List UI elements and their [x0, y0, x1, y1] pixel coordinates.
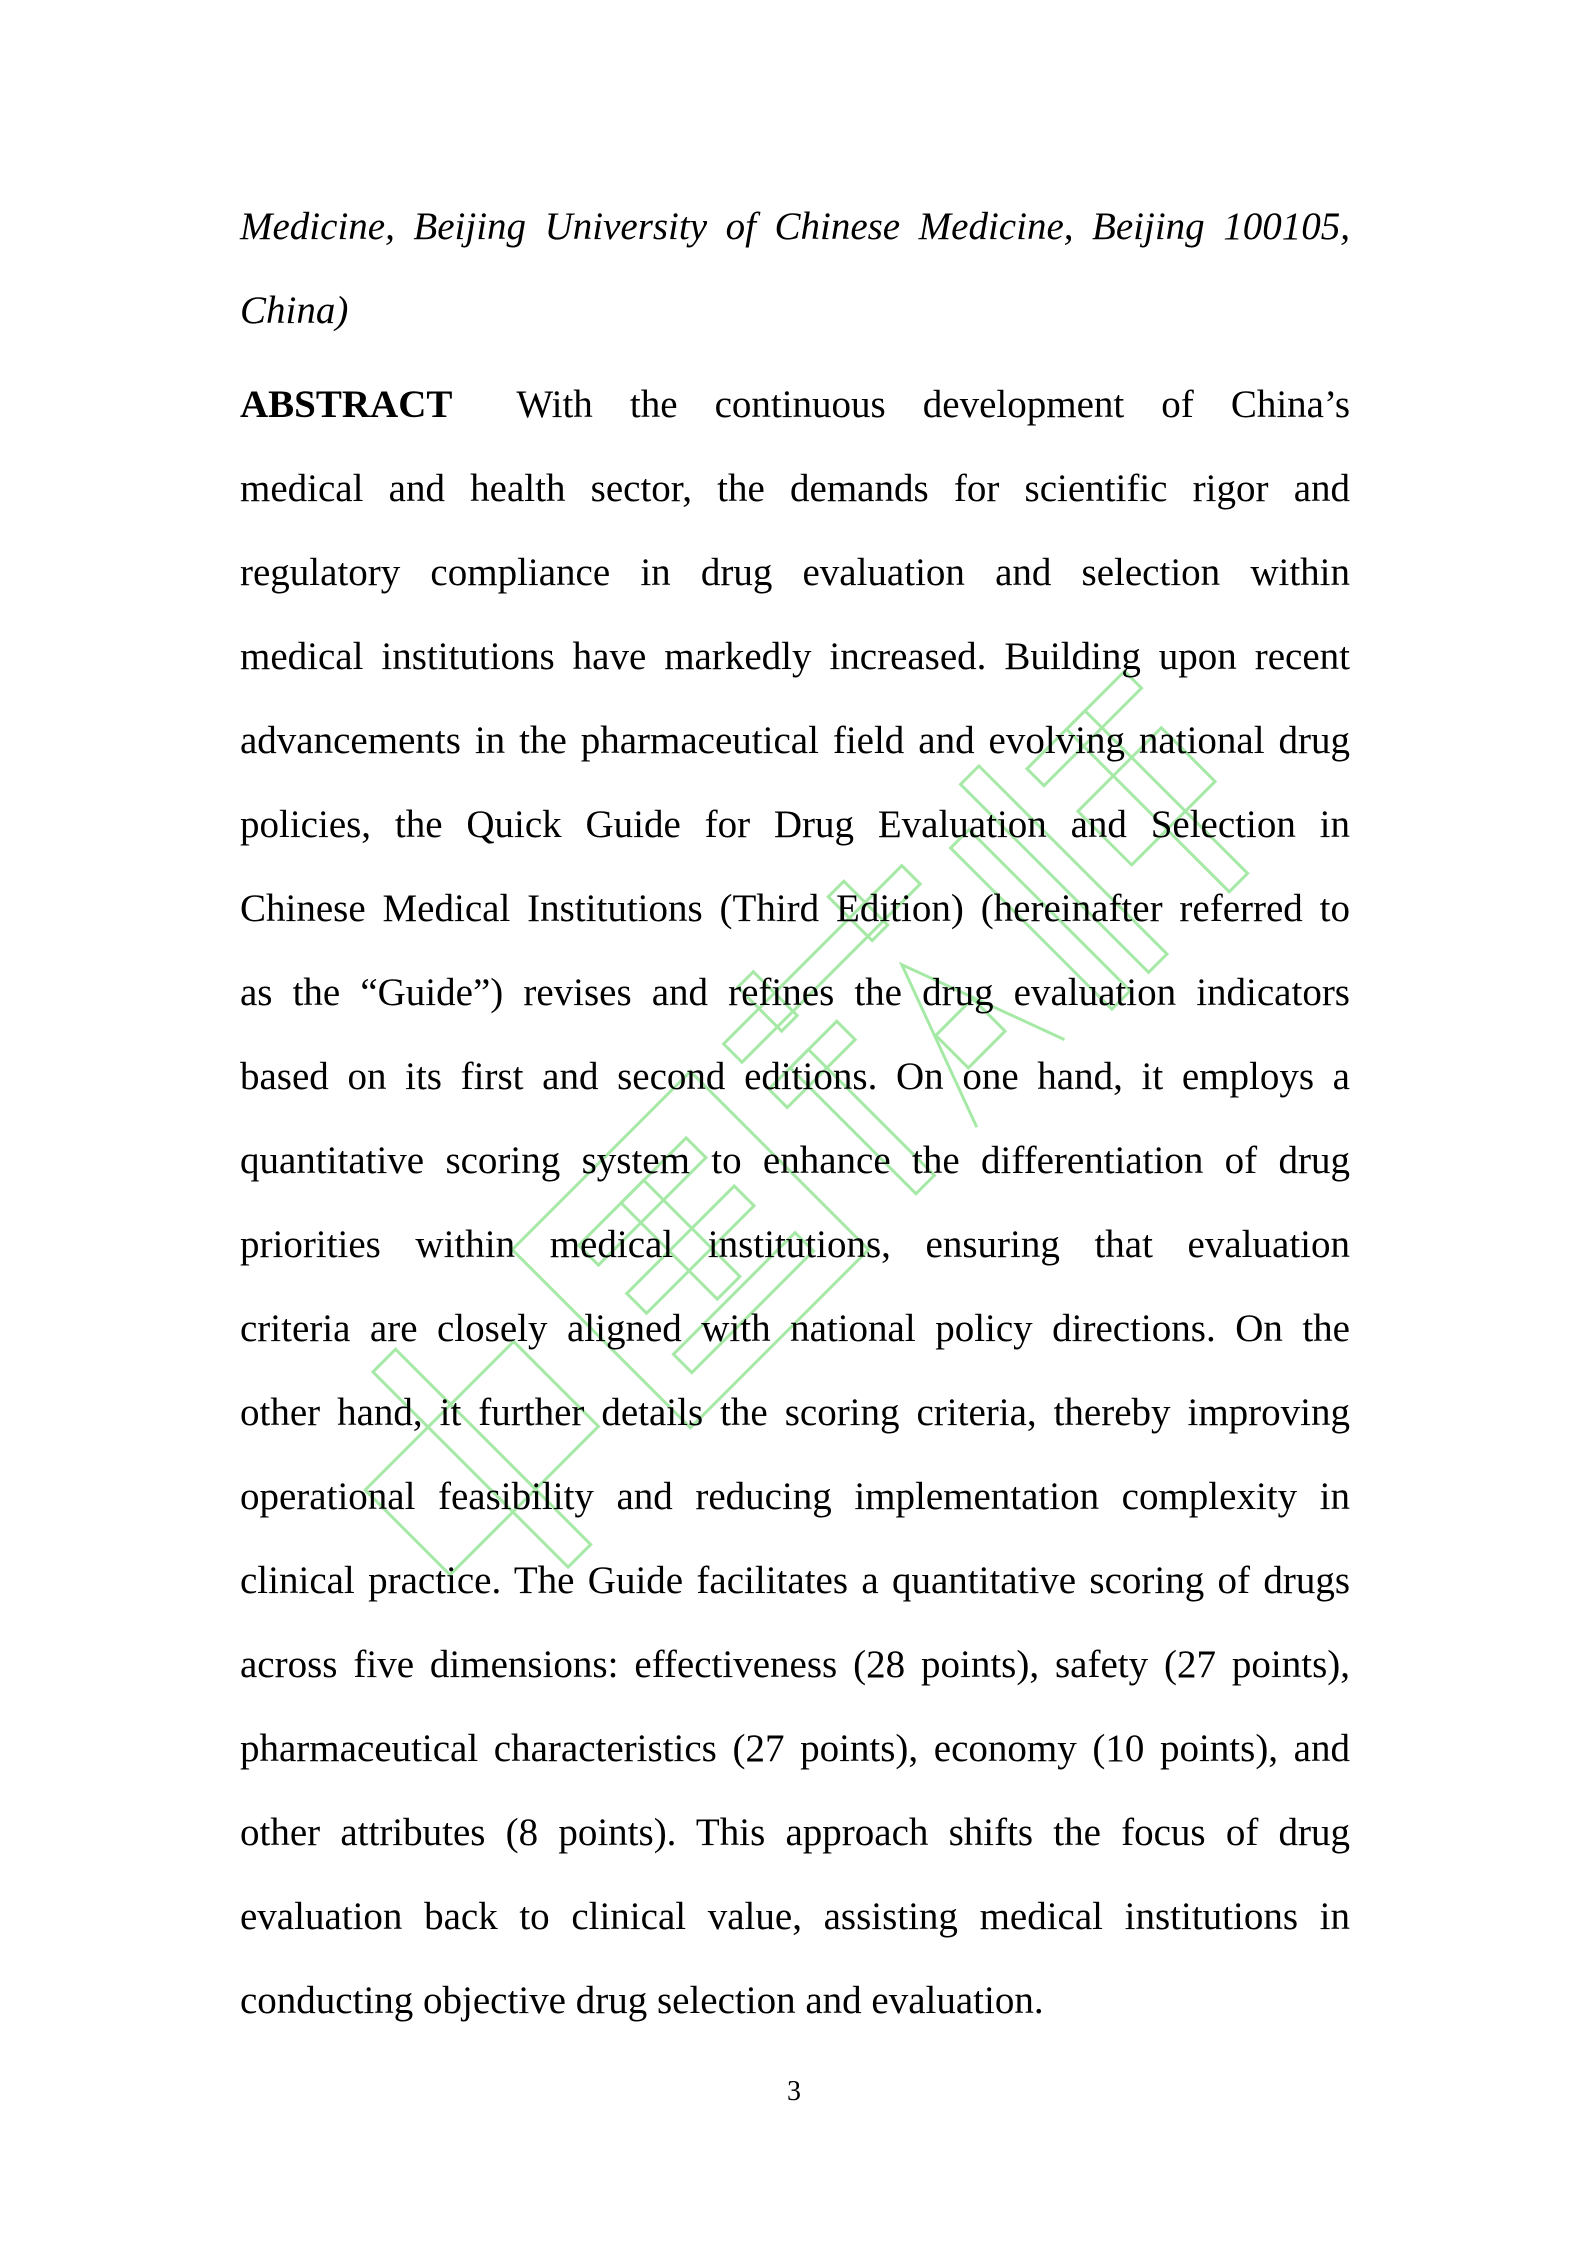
page-number: 3: [787, 2076, 801, 2107]
abstract-line: evaluation back to clinical value, assisting medical institutions in: [240, 1895, 1350, 1938]
abstract-line: operational feasibility and reducing implementation complexity in: [240, 1475, 1350, 1518]
abstract-paragraph: [240, 363, 1350, 2043]
abstract-line: based on its first and second editions. On one hand, it employs a: [240, 1055, 1350, 1098]
abstract-line: policies, the Quick Guide for Drug Evaluation and Selection in: [240, 803, 1350, 846]
heading-gap: [452, 416, 516, 417]
abstract-line: advancements in the pharmaceutical field and evolving national drug: [240, 719, 1350, 762]
abstract-line: medical institutions have markedly increased. Building upon recent: [240, 635, 1350, 678]
abstract-line: medical and health sector, the demands for scientific rigor and: [240, 467, 1350, 510]
abstract-first-line-text: With the continuous development of China’s: [516, 383, 1350, 426]
abstract-line: conducting objective drug selection and evaluation.: [240, 1979, 1044, 2022]
abstract-line: as the “Guide”) revises and refines the drug evaluation indicators: [240, 971, 1350, 1014]
abstract-line: quantitative scoring system to enhance the differentiation of drug: [240, 1139, 1350, 1182]
abstract-line: other hand, it further details the scoring criteria, thereby improving: [240, 1391, 1350, 1434]
abstract-heading: ABSTRACT: [240, 383, 453, 426]
abstract-first-line: [240, 363, 1350, 447]
abstract-line: pharmaceutical characteristics (27 points), economy (10 points), and: [240, 1727, 1350, 1770]
abstract-line: other attributes (8 points). This approach shifts the focus of drug: [240, 1811, 1350, 1854]
abstract-line: priorities within medical institutions, ensuring that evaluation: [240, 1223, 1350, 1266]
affiliation-paragraph: [240, 185, 1350, 353]
abstract-line: Chinese Medical Institutions (Third Edition) (hereinafter referred to: [240, 887, 1350, 930]
affiliation-line: China): [240, 289, 349, 332]
abstract-line: regulatory compliance in drug evaluation and selection within: [240, 551, 1350, 594]
page-body: [240, 185, 1350, 2043]
abstract-line: criteria are closely aligned with national policy directions. On the: [240, 1307, 1350, 1350]
abstract-line: across five dimensions: effectiveness (28 points), safety (27 points),: [240, 1643, 1350, 1686]
affiliation-line: Medicine, Beijing University of Chinese Medicine, Beijing 100105,: [240, 205, 1350, 248]
abstract-line: clinical practice. The Guide facilitates a quantitative scoring of drugs: [240, 1559, 1350, 1602]
